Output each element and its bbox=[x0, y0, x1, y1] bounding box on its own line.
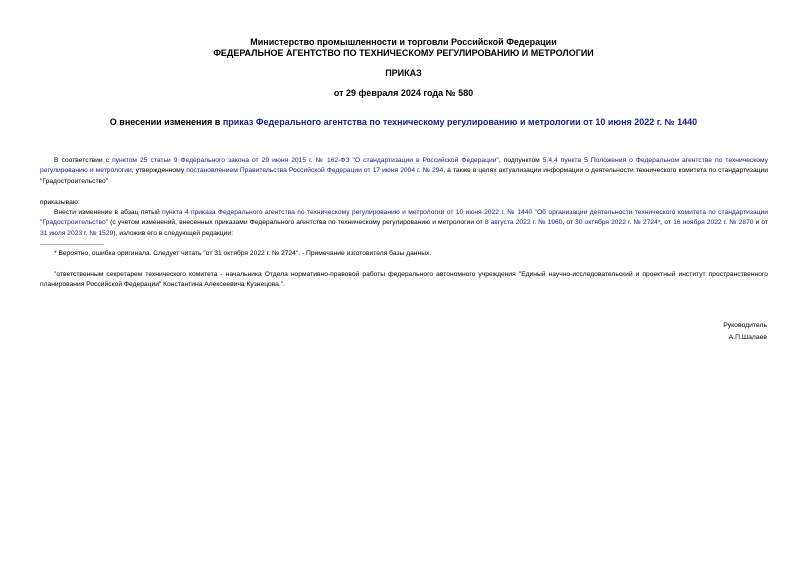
signatory-role: Руководитель bbox=[723, 322, 767, 329]
amendment-text-1: Внести изменение в абзац пятый bbox=[54, 209, 163, 216]
order-2870-link[interactable]: 16 ноября 2022 г. № 2870 bbox=[673, 219, 754, 227]
order-2724-link[interactable]: 30 октября 2022 г. № 2724* bbox=[575, 219, 661, 227]
document-date-number: от 29 февраля 2024 года № 580 bbox=[333, 88, 474, 98]
preamble-text-3: , утвержденному bbox=[131, 167, 187, 175]
preamble-text-2: , подпунктом bbox=[498, 157, 543, 164]
amendment-text-5: и от bbox=[753, 219, 768, 227]
title-prefix: О внесении изменения в bbox=[109, 117, 223, 127]
agency-name: ФЕДЕРАЛЬНОЕ АГЕНТСТВО ПО ТЕХНИЧЕСКОМУ РЕГУЛИРОВАНИЮ И МЕТРОЛОГИИ bbox=[213, 48, 594, 58]
order-word: приказываю: bbox=[40, 199, 80, 206]
amendment-paragraph bbox=[40, 208, 768, 239]
footnote: * Вероятно, ошибка оригинала. Следует читать "от 31 октября 2022 г. № 2724". - Примечание изготовителя базы данных. bbox=[54, 250, 432, 257]
amendment-text-2: (с учетом изменений, внесенных приказами Федерального агентства по техническому регулированию и метрологии от bbox=[108, 219, 485, 227]
preamble-text-4: , а также в целях актуализации информации о деятельности технического комитета по стандартизации "Градостроительство" bbox=[40, 167, 768, 185]
title-order-link[interactable]: приказ Федерального агентства по техническому регулированию и метрологии от 10 июня 2022 г. № 1440 bbox=[222, 117, 698, 127]
preamble-paragraph bbox=[40, 156, 768, 187]
signatory-name: А.П.Шалаев bbox=[728, 334, 767, 341]
amendment-text-6: ), изложив его в следующей редакции: bbox=[113, 229, 233, 237]
ministry-name: Министерство промышленности и торговли Российской Федерации bbox=[250, 37, 557, 47]
preamble-text-1: В соответствии с bbox=[54, 157, 113, 164]
regulation-link[interactable]: 5.4.4 пункта 5 Положения о Федеральном агентстве по техническому регулированию и метрологии bbox=[40, 157, 769, 175]
footnote-divider bbox=[40, 244, 104, 245]
document-title bbox=[0, 117, 807, 127]
amendment-text-4: , от bbox=[660, 219, 674, 227]
order-1960-link[interactable]: 8 августа 2022 г. № 1960 bbox=[484, 219, 563, 227]
federal-law-link[interactable]: пунктом 25 статьи 9 Федерального закона от 29 июня 2015 г. № 162-ФЗ "О стандартизации в Российской Федерации" bbox=[112, 157, 499, 164]
document-type: ПРИКАЗ bbox=[385, 68, 422, 78]
new-wording-quote: "ответственным секретарем технического комитета - начальника Отдела нормативно-правовой работы федерального автономного учреждения "Единый научно-исследовательский и проектный институт пространственного планирования Российской Федерации" Константина Алексеевича Кузнецова.". bbox=[40, 271, 768, 289]
order-1440-link[interactable]: пункта 4 приказа Федерального агентства по техническому регулированию и метрологии от 10 июня 2022 г. № 1440 "Об организации деятельности технического комитета по стандартизации "Градостроительство" bbox=[40, 209, 768, 227]
government-decree-link[interactable]: постановлением Правительства Российской Федерации от 17 июня 2004 г. № 294 bbox=[186, 167, 444, 175]
order-1529-link[interactable]: 31 июля 2023 г. № 1529 bbox=[40, 229, 114, 237]
amendment-text-3: , от bbox=[562, 219, 576, 227]
